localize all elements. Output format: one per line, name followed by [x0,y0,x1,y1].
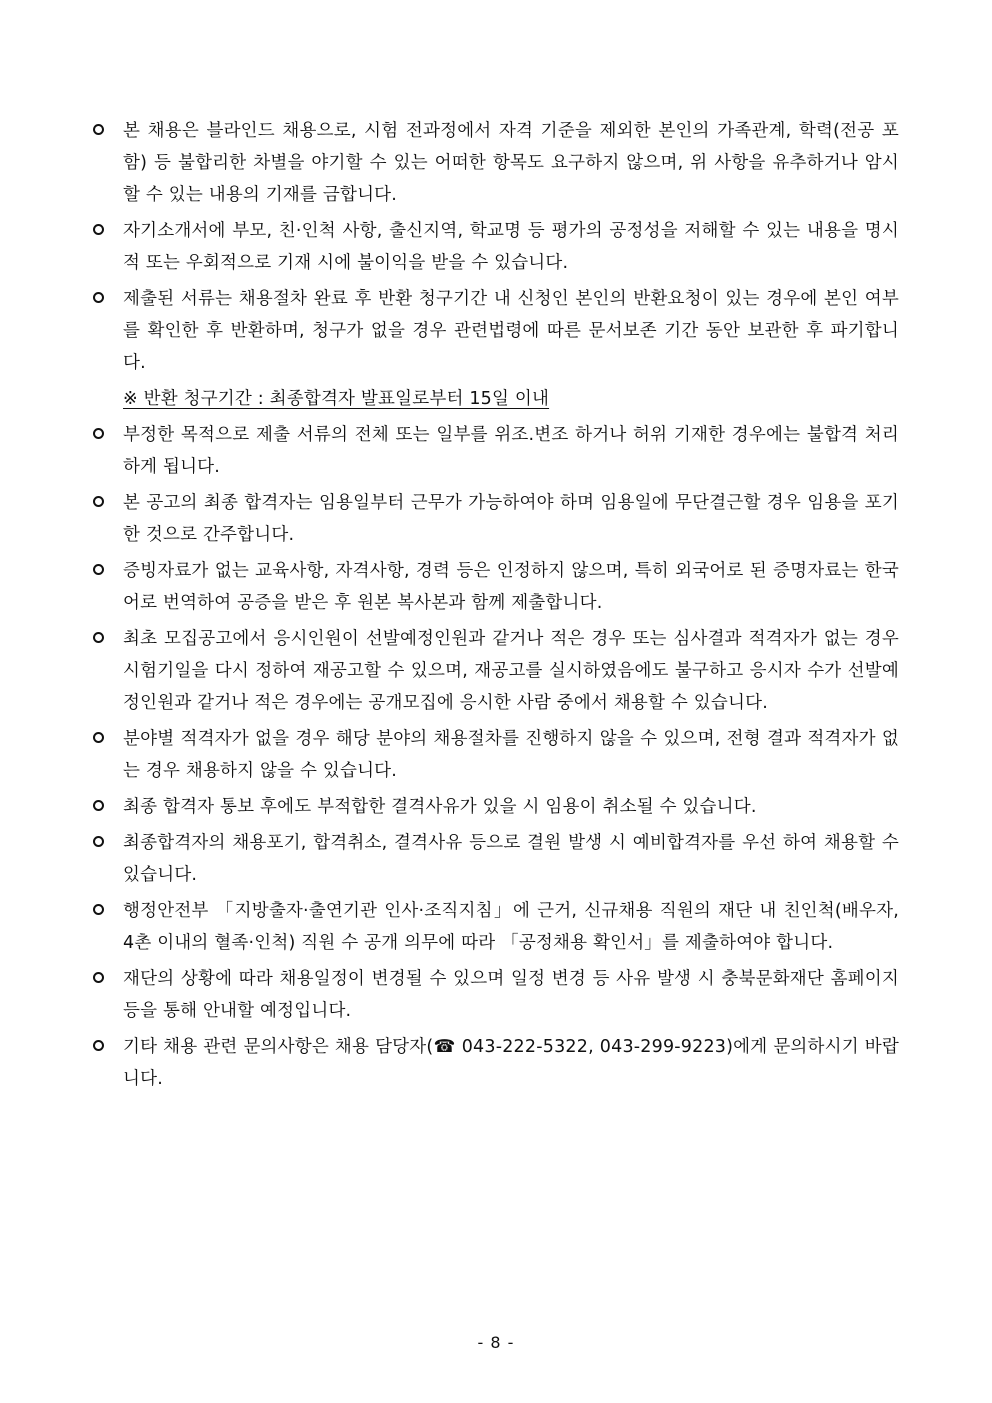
list-item [93,963,899,1027]
item-text: 최종합격자의 채용포기, 합격취소, 결격사유 등으로 결원 발생 시 예비합격자를 우선 하여 채용할 수 있습니다. [123,833,899,885]
notice-list [93,115,899,1099]
list-item [93,895,899,959]
item-text: 부정한 목적으로 제출 서류의 전체 또는 일부를 위조.변조 하거나 허위 기재한 경우에는 불합격 처리하게 됩니다. [123,425,899,477]
list-item [93,283,899,379]
note-text: ※ 반환 청구기간 : 최종합격자 발표일로부터 15일 이내 [123,389,550,409]
circle-bullet-icon [93,496,104,507]
item-text: 최초 모집공고에서 응시인원이 선발예정인원과 같거나 적은 경우 또는 심사결과 적격자가 없는 경우 시험기일을 다시 정하여 재공고할 수 있으며, 재공고를 실시하였음에도 불구하고 응시자 수가 선발예정인원과 같거나 적은 경우에는 공개모집에 응시한 사람 중에서 채용할 수 있습니다. [123,629,899,713]
circle-bullet-icon [93,564,104,575]
list-item [93,791,899,823]
list-item [93,419,899,483]
list-item [93,827,899,891]
circle-bullet-icon [93,632,104,643]
return-period-note [123,383,899,415]
circle-bullet-icon [93,972,104,983]
item-text: 자기소개서에 부모, 친·인척 사항, 출신지역, 학교명 등 평가의 공정성을 저해할 수 있는 내용을 명시적 또는 우회적으로 기재 시에 불이익을 받을 수 있습니다. [123,221,899,273]
list-item [93,215,899,279]
list-item [93,1031,899,1095]
circle-bullet-icon [93,732,104,743]
list-item [93,555,899,619]
page-number: - 8 - [477,1333,515,1352]
list-item [93,487,899,551]
item-text: 행정안전부 「지방출자·출연기관 인사·조직지침」에 근거, 신규채용 직원의 재단 내 친인척(배우자, 4촌 이내의 혈족·인척) 직원 수 공개 의무에 따라 「공정채용 확인서」를 제출하여야 합니다. [123,901,899,953]
circle-bullet-icon [93,124,104,135]
item-text: 제출된 서류는 채용절차 완료 후 반환 청구기간 내 신청인 본인의 반환요청이 있는 경우에 본인 여부를 확인한 후 반환하며, 청구가 없을 경우 관련법령에 따른 문서보존 기간 동안 보관한 후 파기합니다. [123,289,899,373]
circle-bullet-icon [93,224,104,235]
item-text: 본 채용은 블라인드 채용으로, 시험 전과정에서 자격 기준을 제외한 본인의 가족관계, 학력(전공 포함) 등 불합리한 차별을 야기할 수 있는 어떠한 항목도 요구하지 않으며, 위 사항을 유추하거나 암시할 수 있는 내용의 기재를 금합니다. [123,121,899,205]
circle-bullet-icon [93,292,104,303]
item-text: 본 공고의 최종 합격자는 임용일부터 근무가 가능하여야 하며 임용일에 무단결근할 경우 임용을 포기한 것으로 간주합니다. [123,493,899,545]
circle-bullet-icon [93,428,104,439]
circle-bullet-icon [93,1040,104,1051]
circle-bullet-icon [93,904,104,915]
circle-bullet-icon [93,800,104,811]
item-text: 최종 합격자 통보 후에도 부적합한 결격사유가 있을 시 임용이 취소될 수 있습니다. [123,797,757,817]
item-text: 분야별 적격자가 없을 경우 해당 분야의 채용절차를 진행하지 않을 수 있으며, 전형 결과 적격자가 없는 경우 채용하지 않을 수 있습니다. [123,729,899,781]
list-item [93,623,899,719]
list-item [93,115,899,211]
item-text: 기타 채용 관련 문의사항은 채용 담당자(☎ 043-222-5322, 043-299-9223)에게 문의하시기 바랍니다. [123,1037,899,1089]
circle-bullet-icon [93,836,104,847]
item-text: 재단의 상황에 따라 채용일정이 변경될 수 있으며 일정 변경 등 사유 발생 시 충북문화재단 홈페이지 등을 통해 안내할 예정입니다. [123,969,899,1021]
list-item [93,723,899,787]
item-text: 증빙자료가 없는 교육사항, 자격사항, 경력 등은 인정하지 않으며, 특히 외국어로 된 증명자료는 한국어로 번역하여 공증을 받은 후 원본 복사본과 함께 제출합니다. [123,561,899,613]
